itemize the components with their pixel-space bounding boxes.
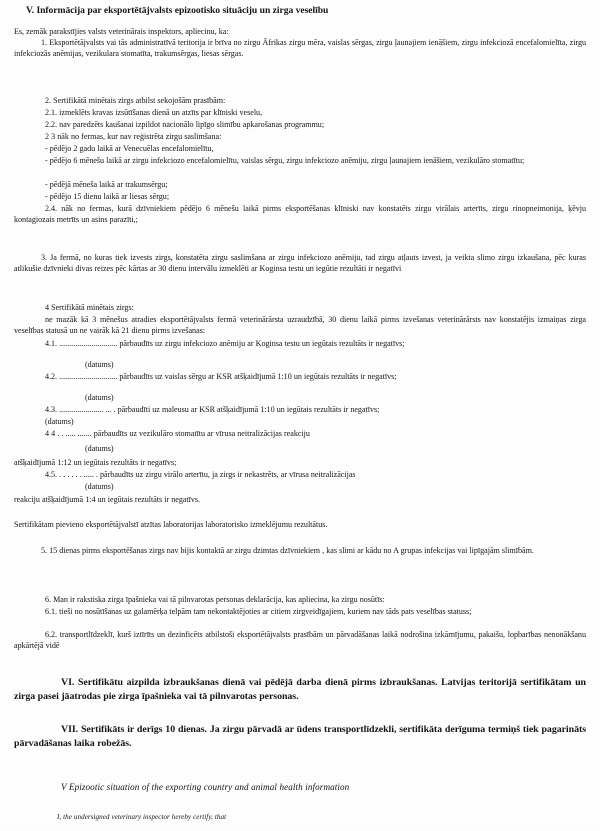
section-vii-heading: VII. Sertifikāts ir derīgs 10 dienas. Ja zirgu pārvadā ar ūdens transportlīdzekli, sertifikāta derīguma termiņš tiek pagarināts pārvadāšanas laika robežās.	[14, 724, 586, 749]
clause-4-2-date-label: (datums)	[85, 393, 114, 402]
clause-4-paragraph: 4 Sertifikātā minētais zirgs:	[45, 303, 134, 312]
clause-4-2-paragraph: 4.2. ............................. pārbaudīts uz vaislas sērgu ar KSR atšķaidījumā 1:10 un iegūtais rezultāts ir negatīvs;	[45, 372, 397, 381]
clause-2-3-b-paragraph: - pēdējo 6 mēnešu laikā ar zirgu infekciozo encefalomielītu, vaislas sērgu, zirgu infekciozo anēmiju, zirgu ļaunajiem ienāšiem, vezikulāro stomatītu;	[45, 156, 525, 165]
clause-4-5-date-label: (datums)	[85, 482, 114, 491]
clause-2-3-c-paragraph: - pēdējā mēneša laikā ar trakumsērgu;	[45, 180, 168, 189]
clause-2-3-a-paragraph: - pēdējo 2 gadu laikā ar Venecuēlas encefalomielītu,	[45, 144, 214, 153]
clause-4-4-paragraph: 4 4 . . ..... ....... pārbaudīts uz vezikulāro stomatītu ar vīrusa neitralizācijas reakciju	[45, 429, 310, 438]
clause-2-3-d-paragraph: - pēdējo 15 dienu laikā ar liesas sērgu;	[45, 192, 170, 201]
clause-6-1-paragraph: 6.1. tieši no nosūtīšanas uz galamērķa telpām tam nekontaktējoties ar citiem zirgveidīgajiem, kuriem nav tāds pats veselības statuss;	[45, 607, 472, 616]
clause-4-4-continuation: atšķaidījumā 1:12 un iegūtais rezultāts ir negatīvs;	[14, 458, 177, 467]
clause-2-4-paragraph: 2.4. nāk no fermas, kurā dzīvniekiem pēdējo 6 mēnešu laikā pirms eksportēšanas klīniski nav konstatēts zirgu virālais arterīts, zirgu rinopneimonija, ķēvju kontagiozais metrīts un asins parazīti,;	[14, 204, 586, 225]
laboratory-results-note: Sertifikātam pievieno eksportētājvalstī atzītas laboratorijas laboratorisko izmeklējumu rezultātus.	[14, 520, 328, 529]
clause-1-paragraph: 1. Eksportētājvalsts vai tās administratīvā teritorija ir brīva no zirgu Āfrikas zirgu mēra, vaislas sērgas, zirgu ļaunajiem ienāšiem, zirgu infekciozā encefalomielīta, zirgu infekciozās anēmijas, vezikulara stomatīta, trakumsērgas, liesas sērgas.	[14, 38, 586, 59]
section-vi-heading: VI. Sertifikātu aizpilda izbraukšanas dienā vai pēdējā darba dienā pirms izbraukšanas. Latvijas teritorijā sertifikātam un zirga pasei jāatrodas pie zirga īpašnieka vai tā pilnvarotas personas.	[14, 677, 586, 702]
clause-6-paragraph: 6. Man ir rakstiska zirga īpašnieka vai tā pilnvarotas personas deklarācija, kas apliecina, ka zirgu nosūtīs:	[45, 595, 385, 604]
clause-4-5-paragraph: 4.5. . . . . . . ..... . pārbaudīts uz zirgu virālo arterītu, ja zirgs ir nekastrēts, ar vīrusa neitralizācijas	[45, 470, 356, 479]
clause-4-3-paragraph: 4.3. ...................... ... . pārbaudīti uz maleusu ar KSR atšķaidījumā 1:10 un iegūtais rezultāts ir negatīvs;	[45, 405, 380, 414]
clause-4-5-continuation: reakciju atšķaidījumā 1:4 un iegūtais rezultāts ir negatīvs.	[14, 495, 201, 504]
clause-6-2-paragraph: 6.2. transportlīdzeklī, kurš iztīrīts un dezinficēts atbilstoši eksportētājvalsts prasībām un pārvadāšanas laikā nodrošina izkārnījumu, pakaišu, lopbarības nenonākšanu apkārtējā vidē	[14, 630, 586, 651]
intro-paragraph: Es, zemāk parakstījies valsts veterinārais inspektors, apliecinu, ka:	[14, 27, 229, 36]
clause-4-lead-paragraph: ne mazāk kā 3 mēnešus atradies eksportētājvalsts fermā veterinārārsta uzraudzībā, 30 dienu laikā pirms izvešanas veterinārārsts nav konstatējis izmaiņas zirga veselības statusā un ne vairāk kā 21 dienu pirms izvešanas:	[14, 315, 586, 336]
clause-4-4-date-label: (datums)	[85, 444, 114, 453]
clause-2-3-paragraph: 2 3 nāk no fermas, kur nav reģistrēta zirgu saslimšana:	[45, 132, 222, 141]
english-section-v-heading: V Epizootic situation of the exporting country and animal health information	[61, 782, 350, 792]
clause-2-paragraph: 2. Sertifikātā minētais zirgs atbilst sekojošām prasībām:	[45, 96, 226, 105]
clause-4-3-date-label: (datums)	[45, 417, 74, 426]
clause-4-1-paragraph: 4.1. ............................. pārbaudīts uz zirgu infekciozo anēmiju ar Koginsa testu un iegūtais rezultāts ir negatīvs;	[45, 339, 405, 348]
clause-4-1-date-label: (datums)	[85, 360, 114, 369]
clause-3-paragraph: 3. Ja fermā, no kuras tiek izvests zirgs, konstatēta zirgu saslimšana ar zirgu infekciozo anēmiju, tad zirgu atļauts izvest, ja veikta slimo zirgu izkaušana, pēc kuras atlikušie dzīvnieki divas reizes pēc kārtas ar 30 dienu intervālu izmeklēti ar Koginsa testu un iegūtie rezultāti ir negatīvi	[14, 253, 586, 274]
clause-5-paragraph: 5. 15 dienas pirms eksportēšanas zirgs nav bijis kontaktā ar zirgu dzimtas dzīvniekiem , kas slimi ar kādu no A grupas infekcijas vai lipīgajām slimībām.	[41, 546, 534, 555]
english-intro-paragraph: I, the undersigned veterinary inspector hereby certify, that	[57, 813, 227, 821]
clause-2-1-paragraph: 2.1. izmeklēts kravas izsūtīšanas dienā un atzīts par klīniski veselu,	[45, 108, 263, 117]
clause-2-2-paragraph: 2.2. nav paredzēts kaušanai izpildot nacionālo lipīgo slimību apkarošanas programmu;	[45, 120, 325, 129]
section-v-heading: V. Informācija par eksportētājvalsts epizootisko situāciju un zirga veselību	[26, 5, 329, 16]
